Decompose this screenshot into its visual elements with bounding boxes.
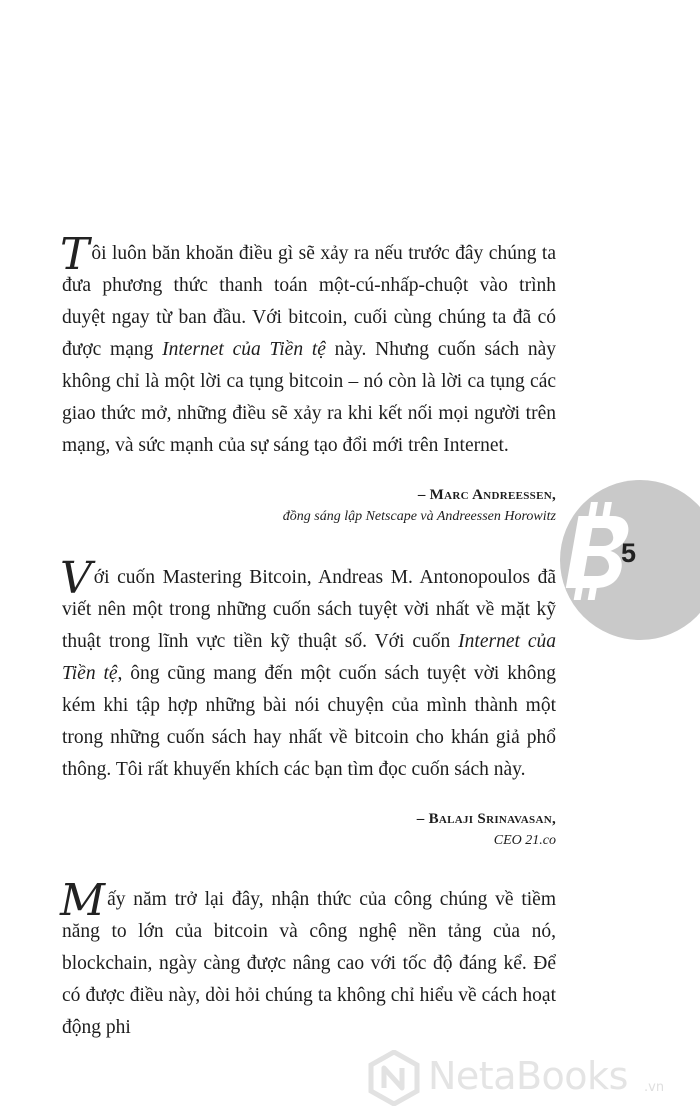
author-role: đồng sáng lập Netscape và Andreessen Horowitz [282, 509, 556, 524]
quote-text: này. Nhưng cuốn sách [325, 339, 520, 360]
quote-text-line: duyệt ngay từ ban đầu. Với bitcoin, cuối cùng chúng ta đã [62, 307, 532, 328]
quote-text-line: tụng các giao thức mở, những điều sẽ xảy ra khi kết nối mọi [62, 371, 557, 424]
quote-text-line: người trên mạng, và sức mạnh của sự sáng tạo đổi mới trên [62, 403, 556, 456]
dropcap: V [60, 553, 92, 604]
author-name: – Balaji Srinavasan, [416, 811, 556, 827]
author-name: – Marc Andreessen, [417, 487, 556, 503]
quote-text-line: to lớn của bitcoin và công nghệ nền tảng của nó, blockchain, [62, 921, 556, 974]
quote-text-line: không kém khi tập hợp những bài nói chuyện của mình [62, 663, 556, 716]
quote-text: có được mạng [62, 307, 557, 360]
quote-text-line: cuốn sách này. [411, 759, 526, 780]
quote-text-line: ới cuốn Mastering Bitcoin, Andreas M. Antonopoulos đã [93, 567, 556, 588]
quote-text-line: này, dòi hỏi chúng ta không chỉ hiểu về cách hoạt động phi [62, 985, 557, 1038]
quote-text-line: đưa phương thức thanh toán một-cú-nhấp-chuột vào trình [62, 275, 556, 296]
quote-text-line: thành một trong những cuốn sách hay nhất về bitcoin cho [62, 695, 557, 748]
quote-text-line: khán giả phổ thông. Tôi rất khuyến khích các bạn tìm đọc [62, 727, 556, 780]
netabooks-logo-icon [368, 1050, 420, 1106]
book-title: của Tiền tệ [62, 631, 557, 684]
quote-1 [60, 229, 557, 462]
quote-2 [60, 553, 557, 786]
chapter-number: 5 [621, 538, 637, 568]
dropcap: M [60, 875, 106, 926]
author-role: CEO 21.co [493, 833, 556, 848]
quote-text-line: này không chỉ là một lời ca tụng bitcoin – nó còn là lời ca [62, 339, 557, 392]
watermark-brand: NetaBooks [428, 1054, 628, 1098]
quote-3 [60, 875, 557, 1044]
quote-text: , ông cũng mang đến một cuốn sách tuyệt vời [117, 663, 500, 684]
quote-text-line: ôi luôn băn khoăn điều gì sẽ xảy ra nếu trước đây chúng ta [91, 243, 556, 264]
quote-text-line: viết nên một trong những cuốn sách tuyệt vời nhất về mặt [62, 599, 531, 620]
attribution-1 [283, 484, 556, 528]
book-title: Internet của Tiền tệ [162, 339, 326, 360]
dropcap: T [60, 229, 90, 280]
quote-text-line: ngày càng được nâng cao với tốc độ đáng kể. Để có được điều [62, 953, 557, 1006]
quote-text: kỹ thuật trong lĩnh vực tiền kỹ thuật số. Với cuốn [62, 599, 557, 652]
quote-text-line: Internet. [443, 435, 509, 456]
attribution-2 [417, 808, 556, 852]
quote-text-line: ấy năm trở lại đây, nhận thức của công chúng về tiềm năng [62, 889, 556, 942]
watermark-suffix: .vn [644, 1080, 665, 1095]
book-title: Internet [458, 631, 520, 652]
